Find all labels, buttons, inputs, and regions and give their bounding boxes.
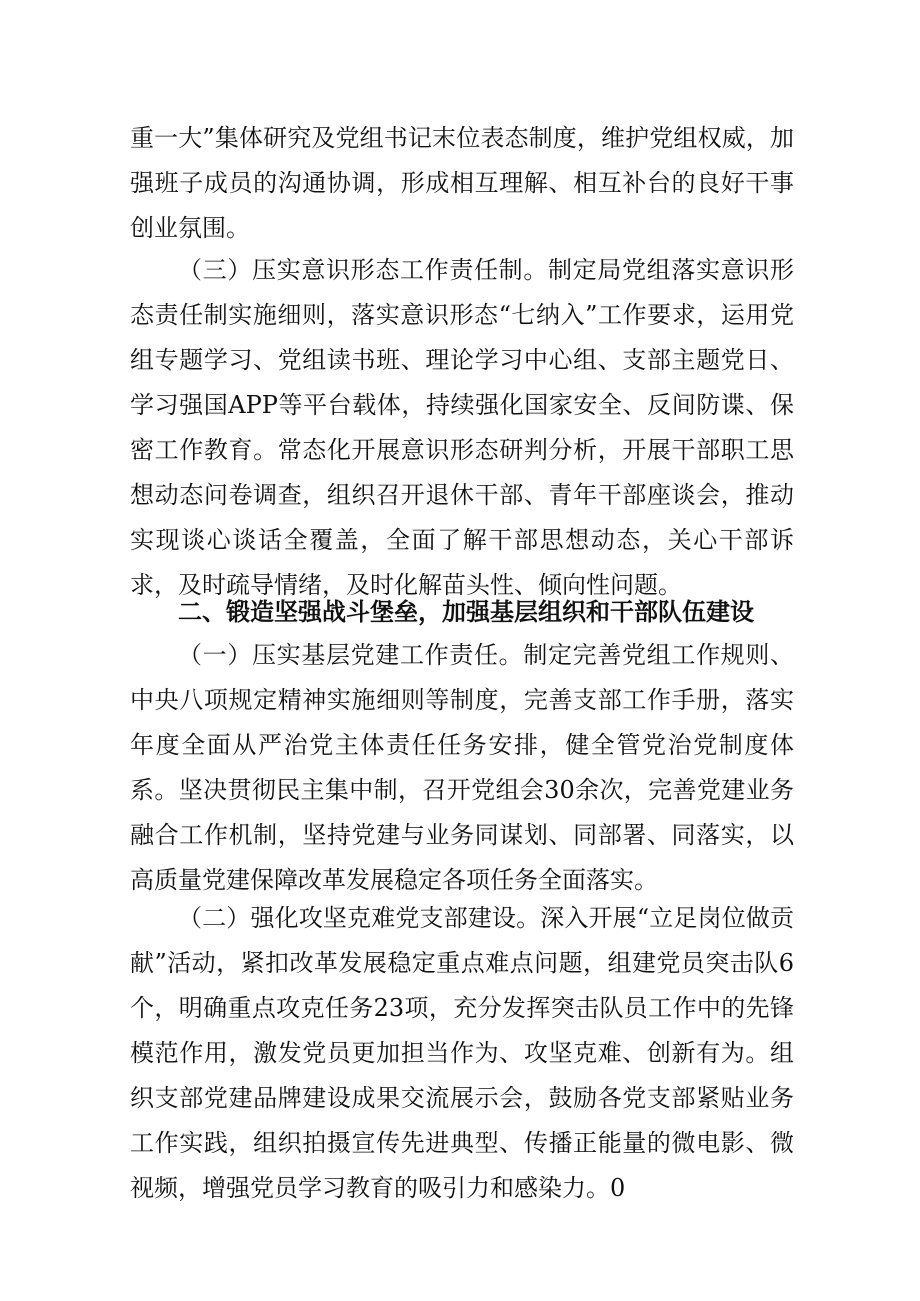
paragraph-continuation: 重一大”集体研究及党组书记末位表态制度，维护党组权威，加强班子成员的沟通协调，形成相互理解、相互补台的良好干事创业氛围。 bbox=[130, 124, 794, 242]
paragraph-grassroots-responsibility: （一）压实基层党建工作责任。制定完善党组工作规则、中央八项规定精神实施细则等制度，完善支部工作手册，落实年度全面从严治党主体责任任务安排，健全管党治党制度体系。坚决贯彻民主集中制，召开党组会30余次，完善党建业务融合工作机制，坚持党建与业务同谋划、同部署、同落实，以高质量党建保障改革发展稳定各项任务全面落实。 bbox=[130, 641, 794, 894]
paragraph-branch-construction: （二）强化攻坚克难党支部建设。深入开展“立足岗位做贡献”活动，紧扣改革发展稳定重点难点问题，组建党员突击队6个，明确重点攻克任务23项，充分发挥突击队员工作中的先锋模范作用，激发党员更加担当作为、攻坚克难、创新有为。组织支部党建品牌建设成果交流展示会，鼓励各党支部紧贴业务工作实践，组织拍摄宣传先进典型、传播正能量的微电影、微视频，增强党员学习教育的吸引力和感染力。0 bbox=[130, 904, 794, 1202]
section-heading: 二、锻造坚强战斗堡垒，加强基层组织和干部队伍建设 bbox=[178, 598, 754, 626]
paragraph-ideology-responsibility: （三）压实意识形态工作责任制。制定局党组落实意识形态责任制实施细则，落实意识形态“七纳入”工作要求，运用党组专题学习、党组读书班、理论学习中心组、支部主题党日、学习强国APP等平台载体，持续强化国家安全、反间防谍、保密工作教育。常态化开展意识形态研判分析，开展干部职工思想动态问卷调查，组织召开退休干部、青年干部座谈会，推动实现谈心谈话全覆盖，全面了解干部思想动态，关心干部诉求，及时疏导情绪，及时化解苗头性、倾向性问题。 bbox=[130, 256, 794, 599]
